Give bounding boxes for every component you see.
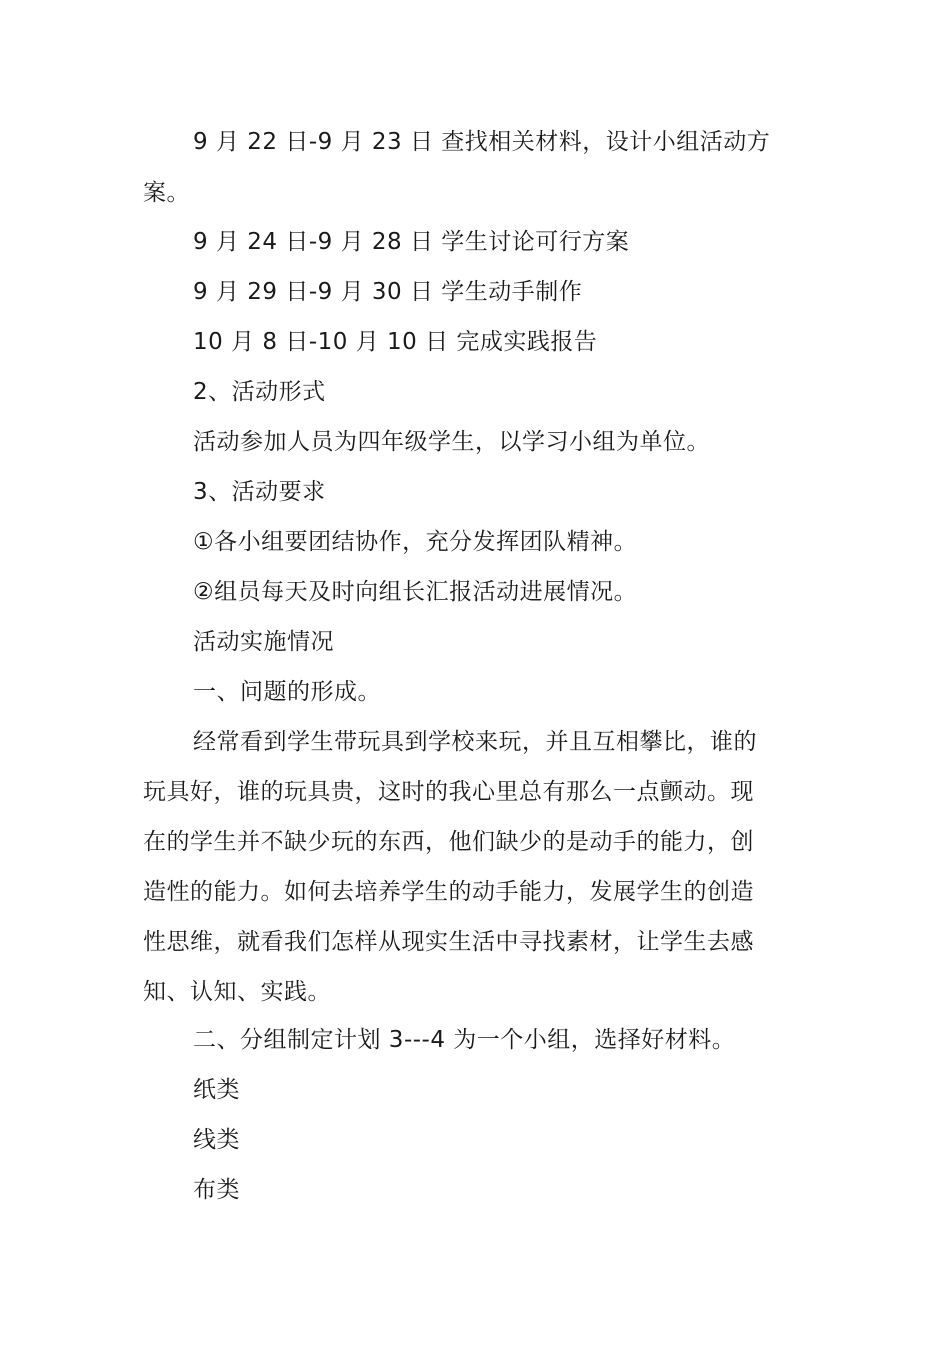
paragraph-body-line-1: 经常看到学生带玩具到学校来玩，并且互相攀比，谁的 bbox=[193, 729, 757, 755]
schedule-line-1-continued: 案。 bbox=[143, 180, 190, 206]
schedule-line-4: 10 月 8 日-10 月 10 日 完成实践报告 bbox=[193, 329, 598, 355]
section-heading-activity-form: 2、活动形式 bbox=[193, 379, 326, 405]
paragraph-body-line-5: 性思维，就看我们怎样从现实生活中寻找素材，让学生去感 bbox=[143, 929, 754, 955]
schedule-line-1: 9 月 22 日-9 月 23 日 查找相关材料，设计小组活动方 bbox=[193, 129, 771, 155]
subheading-group-plan: 二、分组制定计划 3---4 为一个小组，选择好材料。 bbox=[193, 1027, 736, 1053]
subheading-problem-formation: 一、问题的形成。 bbox=[193, 679, 381, 705]
requirement-item-1: ①各小组要团结协作，充分发挥团队精神。 bbox=[193, 529, 638, 555]
paragraph-body-line-4: 造性的能力。如何去培养学生的动手能力，发展学生的创造 bbox=[143, 879, 754, 905]
paragraph-body-line-3: 在的学生并不缺少玩的东西，他们缺少的是动手的能力，创 bbox=[143, 829, 754, 855]
paragraph-body-line-2: 玩具好，谁的玩具贵，这时的我心里总有那么一点颤动。现 bbox=[143, 779, 754, 805]
paragraph-body-line-6: 知、认知、实践。 bbox=[143, 979, 331, 1005]
section-heading-activity-requirements: 3、活动要求 bbox=[193, 479, 326, 505]
schedule-line-2: 9 月 24 日-9 月 28 日 学生讨论可行方案 bbox=[193, 229, 630, 255]
material-item-thread: 线类 bbox=[193, 1127, 240, 1153]
material-item-cloth: 布类 bbox=[193, 1177, 240, 1203]
paragraph-participants: 活动参加人员为四年级学生，以学习小组为单位。 bbox=[193, 429, 710, 455]
schedule-line-3: 9 月 29 日-9 月 30 日 学生动手制作 bbox=[193, 279, 583, 305]
section-heading-implementation: 活动实施情况 bbox=[193, 629, 334, 655]
material-item-paper: 纸类 bbox=[193, 1077, 240, 1103]
requirement-item-2: ②组员每天及时向组长汇报活动进展情况。 bbox=[193, 579, 638, 605]
